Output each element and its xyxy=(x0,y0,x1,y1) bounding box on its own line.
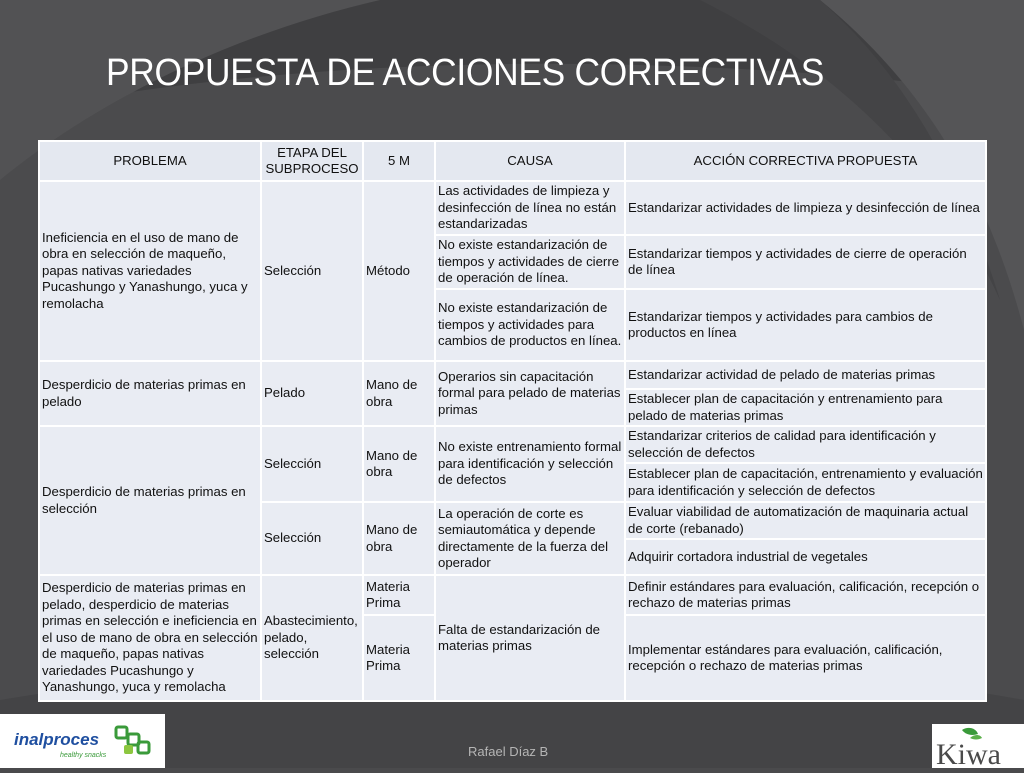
cell-causa: Operarios sin capacitación formal para pelado de materias primas xyxy=(435,361,625,426)
cell-accion: Implementar estándares para evaluación, calificación, recepción o rechazo de materias primas xyxy=(625,615,986,701)
slide-title: PROPUESTA DE ACCIONES CORRECTIVAS xyxy=(106,52,825,94)
cell-accion: Estandarizar criterios de calidad para identificación y selección de defectos xyxy=(625,426,986,463)
cell-problema: Desperdicio de materias primas en pelado xyxy=(39,361,261,426)
cell-accion: Adquirir cortadora industrial de vegetales xyxy=(625,539,986,575)
cell-causa: No existe estandarización de tiempos y actividades para cambios de productos en línea. xyxy=(435,289,625,361)
table-row xyxy=(39,426,986,463)
cell-etapa: Pelado xyxy=(261,361,363,426)
table-row xyxy=(39,181,986,235)
cell-accion: Estandarizar actividad de pelado de materias primas xyxy=(625,361,986,389)
cell-5m: Materia Prima xyxy=(363,615,435,701)
cell-5m: Mano de obra xyxy=(363,502,435,575)
cell-5m: Mano de obra xyxy=(363,361,435,426)
kiwa-brand-text: Kiwa xyxy=(936,738,1001,768)
header-causa: CAUSA xyxy=(435,141,625,181)
table-row xyxy=(39,575,986,615)
logo-brand-text: inalproces xyxy=(14,730,100,749)
inalproces-logo xyxy=(0,714,165,768)
cell-accion: Estandarizar tiempos y actividades para cambios de productos en línea xyxy=(625,289,986,361)
cell-causa: No existe entrenamiento formal para identificación y selección de defectos xyxy=(435,426,625,502)
cell-5m: Método xyxy=(363,181,435,361)
header-problema: PROBLEMA xyxy=(39,141,261,181)
cell-etapa: Selección xyxy=(261,181,363,361)
cell-accion: Evaluar viabilidad de automatización de maquinaria actual de corte (rebanado) xyxy=(625,502,986,539)
cell-causa: La operación de corte es semiautomática y depende directamente de la fuerza del operador xyxy=(435,502,625,575)
cell-etapa: Selección xyxy=(261,502,363,575)
cell-etapa: Abastecimiento, pelado, selección xyxy=(261,575,363,701)
cell-causa: Las actividades de limpieza y desinfección de línea no están estandarizadas xyxy=(435,181,625,235)
cell-accion: Estandarizar actividades de limpieza y desinfección de línea xyxy=(625,181,986,235)
inalproces-logo-graphic xyxy=(0,714,165,768)
header-accion: ACCIÓN CORRECTIVA PROPUESTA xyxy=(625,141,986,181)
cell-problema: Ineficiencia en el uso de mano de obra en selección de maqueño, papas nativas variedades Pucashungo y Yanashungo, yuca y remolacha xyxy=(39,181,261,361)
table-row xyxy=(39,361,986,389)
kiwa-logo xyxy=(932,724,1024,768)
logo-tagline-text: healthy snacks xyxy=(60,752,107,759)
logo-squares-icon xyxy=(116,727,149,754)
cell-5m: Materia Prima xyxy=(363,575,435,615)
cell-5m: Mano de obra xyxy=(363,426,435,502)
header-etapa: ETAPA DEL SUBPROCESO xyxy=(261,141,363,181)
header-5m: 5 M xyxy=(363,141,435,181)
kiwa-logo-graphic xyxy=(932,724,1024,768)
cell-causa: No existe estandarización de tiempos y actividades de cierre de operación de línea. xyxy=(435,235,625,289)
cell-accion: Establecer plan de capacitación, entrenamiento y evaluación para identificación y selección de defectos xyxy=(625,463,986,502)
cell-accion: Definir estándares para evaluación, calificación, recepción o rechazo de materias primas xyxy=(625,575,986,615)
cell-accion: Establecer plan de capacitación y entrenamiento para pelado de materias primas xyxy=(625,389,986,426)
cell-causa: Falta de estandarización de materias primas xyxy=(435,575,625,701)
corrective-actions-table xyxy=(38,140,987,702)
cell-problema: Desperdicio de materias primas en pelado, desperdicio de materias primas en selección e ineficiencia en el uso de mano de obra en selección de maqueño, papas nativas variedades Pucashungo y Yanashungo, yuca y remolacha xyxy=(39,575,261,701)
table-header-row xyxy=(39,141,986,181)
cell-accion: Estandarizar tiempos y actividades de cierre de operación de línea xyxy=(625,235,986,289)
cell-etapa: Selección xyxy=(261,426,363,502)
author-name: Rafael Díaz B xyxy=(468,744,549,759)
cell-problema: Desperdicio de materias primas en selección xyxy=(39,426,261,575)
